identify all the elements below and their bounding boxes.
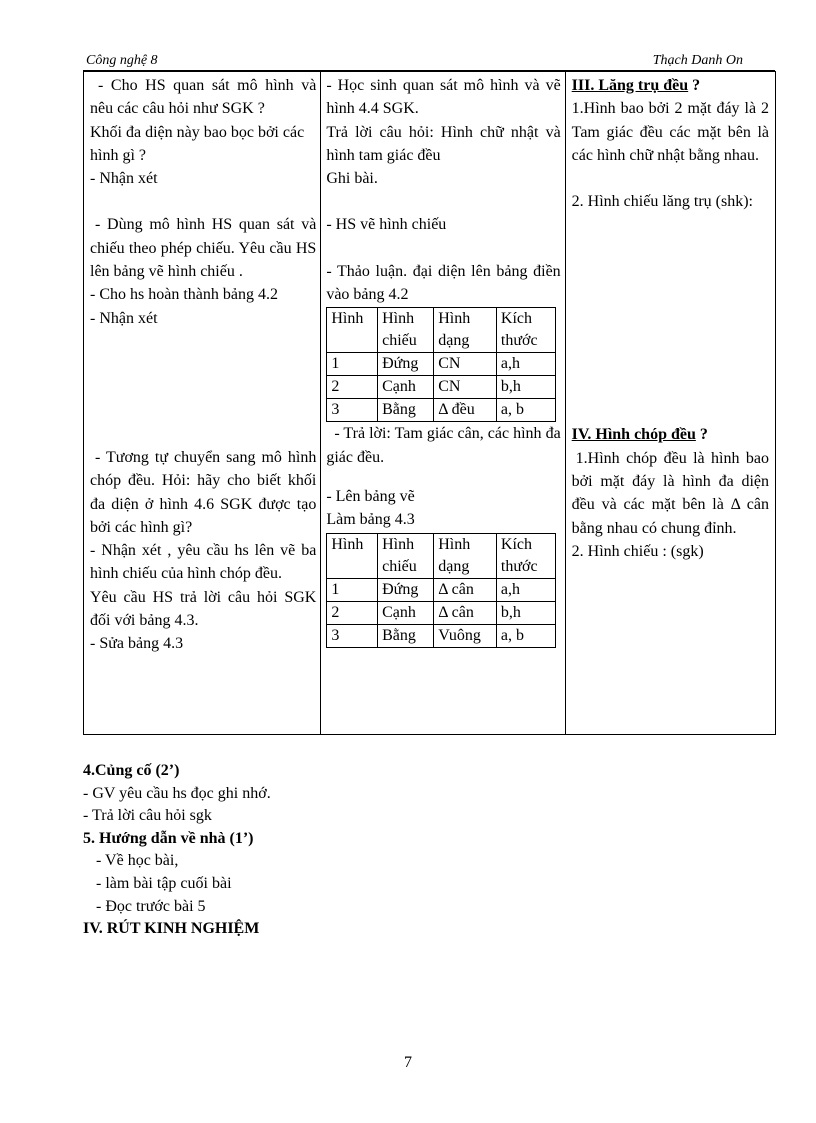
homework-item: - Đọc trước bài 5 [96,897,206,915]
page-number: 7 [404,1054,412,1071]
table-cell: Kích thước [496,308,555,353]
header-subject: Công nghệ 8 [86,53,158,68]
table-cell: a,h [496,353,555,376]
table-4-3 [326,533,556,648]
content-column [565,72,775,735]
consolidation-item: - GV yêu cầu hs đọc ghi nhớ. [83,784,271,802]
table-cell: a, b [496,624,555,647]
col3-para: 1.Hình chóp đều là hình bao bởi mặt đáy là hình đa diện đều và các mặt bên là Δ cân bằng nhau có chung đỉnh. [571,449,769,537]
table-cell: Bằng [378,624,434,647]
col2-para: - Trả lời: Tam giác cân, các hình đa giác đều. [326,425,561,466]
student-activity-column [321,72,565,735]
col1-para: - Cho hs hoàn thành bảng 4.2 [90,286,278,304]
table-cell: Vuông [434,624,497,647]
col2-para: - Thảo luận. đại diện lên bảng điền vào bảng 4.2 [326,262,561,304]
teacher-activity-column [84,72,321,735]
table-cell: Kích thước [496,533,555,578]
col1-para: - Nhận xét [90,309,158,327]
table-cell: 1 [327,578,378,601]
col1-para: - Cho HS quan sát mô hình và nêu các câu hỏi như SGK ? [90,77,317,118]
heading-question: ? [688,77,701,94]
table-cell: 3 [327,624,378,647]
table-cell: a,h [496,578,555,601]
table-row [327,533,556,578]
col2-para: Ghi bài. [326,170,378,188]
consolidation-item: - Trả lời câu hỏi sgk [83,807,212,825]
table-row [327,399,556,422]
section-heading-pyramid [572,423,769,446]
lesson-footer-section [83,760,271,941]
homework-item: - làm bài tập cuối bài [96,874,232,892]
table-cell: Bằng [378,399,434,422]
table-cell: a, b [496,399,555,422]
table-cell: CN [434,376,497,399]
heading-label: IV. Hình chóp đều [571,426,696,444]
table-cell: Đứng [378,353,434,376]
table-cell: b,h [496,376,555,399]
table-row [327,601,556,624]
table-cell: Hình [327,308,378,353]
table-cell: b,h [496,601,555,624]
lesson-table [83,71,776,735]
table-cell: Hình dạng [434,533,497,578]
table-row [327,578,556,601]
table-4-2 [326,307,556,422]
table-cell: 2 [327,601,378,624]
table-cell: Cạnh [378,601,434,624]
col1-para: - Sửa bảng 4.3 [90,635,184,653]
table-cell: Đứng [378,578,434,601]
col1-para: - Nhận xét [90,170,158,188]
header-author: Thạch Danh On [652,53,743,68]
homework-heading: 5. Hướng dẫn về nhà (1’) [83,829,254,847]
experience-heading: IV. RÚT KINH NGHIỆM [83,920,260,938]
table-cell: Hình [327,533,378,578]
table-cell: Δ cân [434,601,497,624]
table-row [327,376,556,399]
col3-para: 2. Hình chiếu : (sgk) [571,542,704,560]
col2-para: Làm bảng 4.3 [326,511,415,529]
col1-para: - Dùng mô hình HS quan sát và chiếu theo phép chiếu. Yêu cầu HS lên bảng vẽ hình chiếu . [90,216,317,281]
page-header [83,53,775,71]
col2-para: - HS vẽ hình chiếu [326,216,447,234]
table-cell: 3 [327,399,378,422]
col2-para: - Lên bảng vẽ [326,487,415,505]
table-cell: 2 [327,376,378,399]
heading-label: III. Lăng trụ đều [571,77,689,94]
table-cell: Hình dạng [434,308,497,353]
table-cell: Δ đều [434,399,497,422]
col3-para: 2. Hình chiếu lăng trụ (shk): [571,193,753,211]
table-cell: Hình chiếu [378,308,434,353]
homework-item: - Về học bài, [96,852,179,870]
col2-para: Trả lời câu hỏi: Hình chữ nhật và hình tam giác đều [326,123,561,164]
table-row [327,624,556,647]
col1-para: - Tương tự chuyển sang mô hình chóp đều. Hỏi: hãy cho biết khối đa diện ở hình 4.6 SGK được tạo bởi các hình gì? [90,448,317,536]
table-row [327,353,556,376]
table-cell: CN [434,353,497,376]
table-cell: Hình chiếu [378,533,434,578]
table-row [327,308,556,353]
heading-question: ? [695,426,708,444]
col1-para: Khối đa diện này bao bọc bởi các hình gì ? [90,123,305,164]
consolidation-heading: 4.Củng cố (2’) [83,762,180,779]
section-heading-prism [572,74,769,97]
table-cell: 1 [327,353,378,376]
col1-para: - Nhận xét , yêu cầu hs lên vẽ ba hình chiếu của hình chóp đều. [90,542,317,583]
table-cell: Cạnh [378,376,434,399]
col2-para: - Học sinh quan sát mô hình và vẽ hình 4.4 SGK. [326,77,561,118]
col3-para: 1.Hình bao bởi 2 mặt đáy là 2 Tam giác đều các mặt bên là các hình chữ nhật bằng nhau. [571,100,769,164]
col1-para: Yêu cầu HS trả lời câu hỏi SGK đối với bảng 4.3. [90,588,317,630]
table-cell: Δ cân [434,578,497,601]
